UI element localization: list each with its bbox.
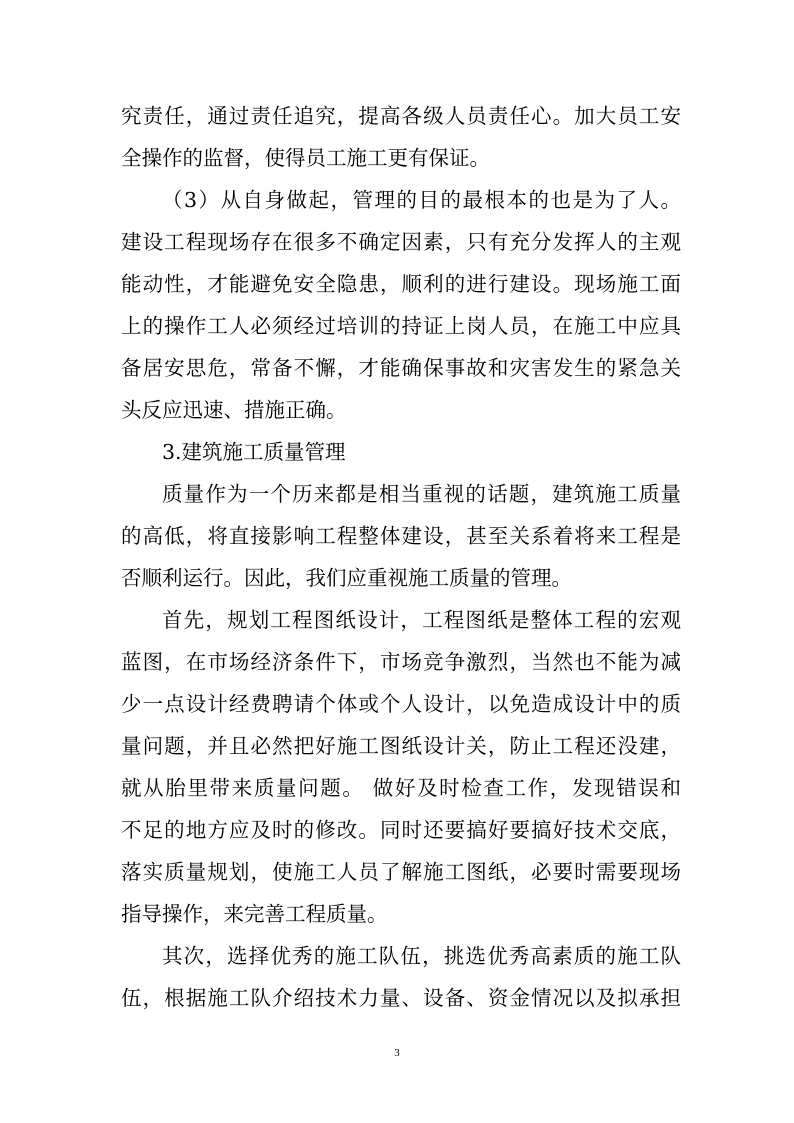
paragraph-line: 建设工程现场存在很多不确定因素，只有充分发挥人的主观 bbox=[121, 230, 681, 254]
paragraph-line: 全操作的监督，使得员工施工更有保证。 bbox=[121, 146, 490, 170]
page-number: 3 bbox=[394, 1047, 400, 1059]
paragraph-line: 的高低，将直接影响工程整体建设，甚至关系着将来工程是 bbox=[121, 524, 681, 548]
paragraph-line: 落实质量规划，使施工人员了解施工图纸，必要时需要现场 bbox=[121, 860, 681, 884]
paragraph-line: （3）从自身做起，管理的目的最根本的也是为了人。 bbox=[162, 188, 681, 212]
paragraph-line: 其次，选择优秀的施工队伍，挑选优秀高素质的施工队 bbox=[162, 944, 681, 968]
section-heading: 3.建筑施工质量管理 bbox=[162, 440, 346, 464]
paragraph-line: 少一点设计经费聘请个体或个人设计，以免造成设计中的质 bbox=[121, 692, 681, 716]
paragraph-line: 备居安思危，常备不懈，才能确保事故和灾害发生的紧急关 bbox=[121, 356, 681, 380]
paragraph-line: 能动性，才能避免安全隐患，顺利的进行建设。现场施工面 bbox=[121, 272, 681, 296]
paragraph-line: 否顺利运行。因此，我们应重视施工质量的管理。 bbox=[121, 566, 572, 590]
paragraph-line: 指导操作，来完善工程质量。 bbox=[121, 902, 388, 926]
paragraph-line: 就从胎里带来质量问题。 做好及时检查工作，发现错误和 bbox=[121, 776, 681, 800]
paragraph-line: 上的操作工人必须经过培训的持证上岗人员，在施工中应具 bbox=[121, 314, 681, 338]
paragraph-line: 头反应迅速、措施正确。 bbox=[121, 398, 347, 422]
paragraph-line: 首先，规划工程图纸设计，工程图纸是整体工程的宏观 bbox=[162, 608, 681, 632]
paragraph-line: 伍，根据施工队介绍技术力量、设备、资金情况以及拟承担 bbox=[121, 986, 681, 1010]
paragraph-line: 蓝图，在市场经济条件下，市场竞争激烈，当然也不能为减 bbox=[121, 650, 681, 674]
paragraph-line: 量问题，并且必然把好施工图纸设计关，防止工程还没建， bbox=[121, 734, 681, 758]
paragraph-line: 质量作为一个历来都是相当重视的话题，建筑施工质量 bbox=[162, 482, 681, 506]
paragraph-line: 不足的地方应及时的修改。同时还要搞好要搞好技术交底， bbox=[121, 818, 681, 842]
paragraph-line: 究责任，通过责任追究，提高各级人员责任心。加大员工安 bbox=[121, 104, 681, 128]
